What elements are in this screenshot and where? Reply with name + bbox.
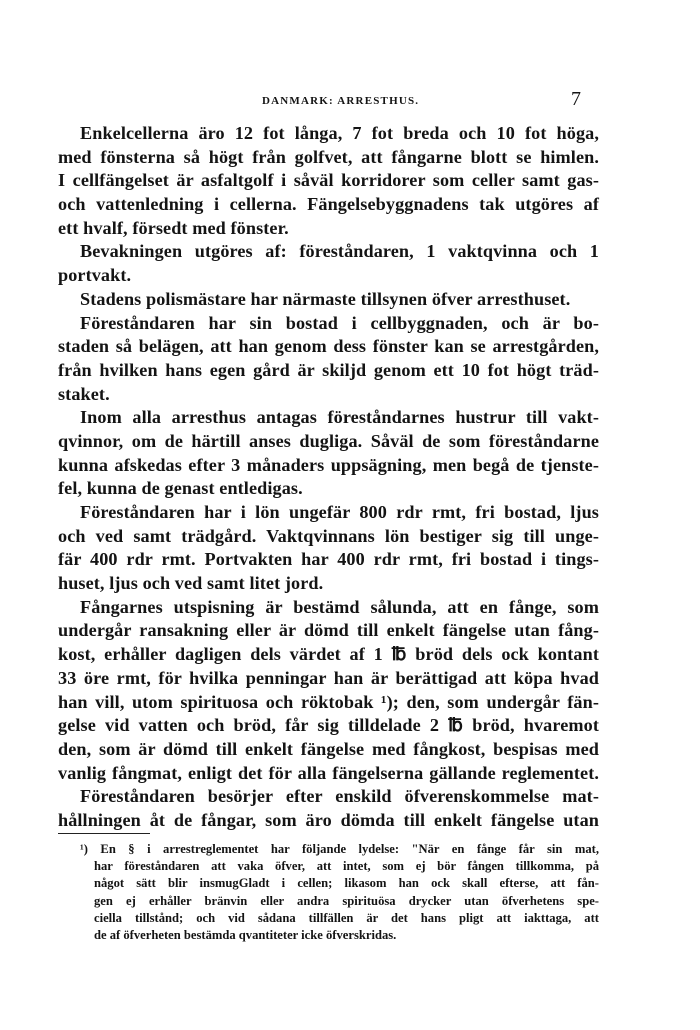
body-text — [58, 122, 599, 833]
text-line: I cellfängelset är asfaltgolf i såväl korridorer som celler samt gas- — [58, 170, 599, 191]
text-line: qvinnor, om de härtill anses dugliga. Såväl de som föreståndarne — [58, 430, 599, 451]
text-line: och ved samt trädgård. Vaktqvinnans lön bestiger sig till unge- — [58, 525, 599, 546]
text-line: Föreståndaren har i lön ungefär 800 rdr rmt, fri bostad, ljus — [80, 502, 599, 522]
text-line: Stadens polismästare har närmaste tillsynen öfver arresthuset. — [80, 288, 571, 309]
text-line: gelse vid vatten och bröd, får sig tilldelade 2 ℔ bröd, hvaremot — [58, 715, 599, 736]
footnote-line: något sätt blir insmugGladt i cellen; likasom han ock skall efterse, att fån- — [94, 876, 599, 891]
text-line: Enkelcellerna äro 12 fot långa, 7 fot breda och 10 fot höga, — [80, 123, 599, 143]
text-line: Föreståndaren har sin bostad i cellbyggnaden, och är bo- — [80, 312, 599, 333]
text-line: vanlig fångmat, enligt det för alla fängelserna gällande reglementet. — [58, 762, 599, 783]
footnote-line: ¹) En § i arrestreglementet har följande lydelse: "När en fånge får sin mat, — [80, 842, 599, 856]
footnote-rule — [58, 833, 150, 834]
footnote-line: gen ej erhåller bränvin eller andra spirituösa drycker utan öfverhetens spe- — [94, 893, 599, 908]
text-line: Bevakningen utgöres af: föreståndaren, 1 vaktqvinna och 1 — [80, 241, 599, 262]
text-line: huset, ljus och ved samt litet jord. — [58, 573, 324, 594]
footnote — [58, 841, 599, 944]
text-line: kunna afskedas efter 3 månaders uppsägning, men begå de tjenste- — [58, 454, 599, 475]
text-line: med fönsterna så högt från golfvet, att fångarne blott se himlen. — [58, 146, 599, 167]
text-line: ett hvalf, försedt med fönster. — [58, 217, 289, 238]
text-line: den, som är dömd till enkelt fängelse med fångkost, bespisas med — [58, 738, 599, 759]
footnote-line: har föreståndaren att vaka öfver, att intet, som ej bör fången tillkomma, på — [94, 859, 599, 874]
text-line: staden så belägen, att han genom dess fönster kan se arrestgården, — [58, 336, 599, 357]
text-line: från hvilken hans egen gård är skiljd genom ett 10 fot högt träd- — [58, 359, 599, 380]
text-line: fel, kunna de genast entledigas. — [58, 478, 303, 499]
text-line: Fångarnes utspisning är bestämd sålunda, att en fånge, som — [80, 596, 599, 617]
text-line: kost, erhåller dagligen dels värdet af 1 ℔ bröd dels ock kontant — [58, 644, 599, 665]
text-line: han vill, utom spirituosa och röktobak ¹); den, som undergår fän- — [58, 691, 599, 712]
text-line: 33 öre rmt, för hvilka penningar han är berättigad att köpa hvad — [58, 667, 599, 688]
text-line: portvakt. — [58, 265, 132, 286]
text-line: och vattenledning i cellerna. Fängelsebyggnadens tak utgöres af — [58, 194, 599, 215]
page-number: 7 — [571, 88, 581, 110]
footnote-line: ciella tillstånd; och vid sådana tillfällen är det hans pligt att iakttaga, att — [94, 910, 599, 925]
text-line: staket. — [58, 383, 110, 404]
text-line: Föreståndaren besörjer efter enskild öfverenskommelse mat- — [80, 786, 599, 807]
footnote-line: de af öfverheten bestämda qvantiteter icke öfverskridas. — [94, 927, 397, 942]
running-title: DANMARK: ARRESTHUS. — [262, 95, 420, 107]
text-line: fär 400 rdr rmt. Portvakten har 400 rdr rmt, fri bostad i tings- — [58, 549, 599, 570]
text-line: Inom alla arresthus antagas föreståndarnes hustrur till vakt- — [80, 407, 599, 428]
text-line: undergår ransakning eller är dömd till enkelt fängelse utan fång- — [58, 620, 599, 641]
text-line: hållningen åt de fångar, som äro dömda till enkelt fängelse utan — [58, 809, 599, 830]
